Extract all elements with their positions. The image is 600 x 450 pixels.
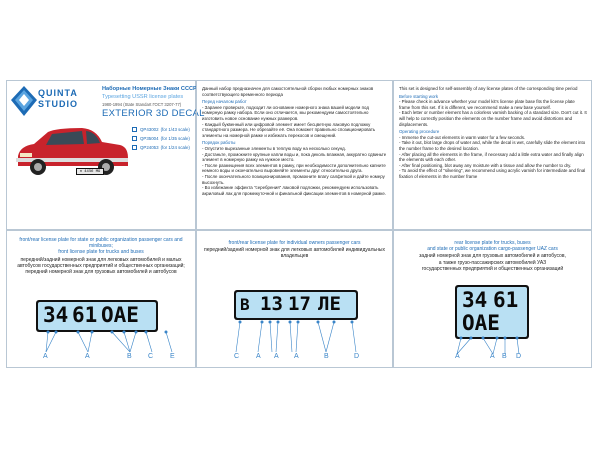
plate-region-letter: В [240,295,250,314]
variant-list [132,125,190,152]
title-ru: Наборные Номерные Знаки СССР [102,86,197,92]
plate-digits-group: 61 [72,303,98,327]
order-body-en: - Immerse the cut-out elements in warm water for a few seconds. - Take it out, blot large drops of water and, while the decal is wet, carefully slide the element into the number frame to the desired location. - After placing all the elements in the frame, if necessary add a little extra water and finally align the elements with each other. - After final positioning, blot away any moisture with a tissue and allow the number to dry. - To avoid the effect of "silvering", we recommend using acrylic varnish for intermediate and final fixation of elements in the number frame [399,134,586,179]
callout-label: B [324,353,329,360]
plate-digits-group: 61 [493,288,519,312]
plate-digits-group: 13 [260,293,283,315]
callout-label: A [43,353,48,360]
callout-label: A [455,353,460,360]
order-body-ru: - Опустите вырезанные элементы в теплую воду на несколько секунд. - Достаньте, промокните крупные капли воды и, пока деколь влажная, аккуратно сдвиньте элемент в номерную рамку на нужное место. - После размещения всех элементов в рамку, при необходимости дополнительно капните немного воды и окончательно выровняйте элементы друг относительно друга. - После окончательного позиционирования, промокните влагу салфеткой и дайте номеру высохнуть. - Во избежание эффекта "серебрения" лаковой подложки, рекомендуем использовать акриловый лак для промежуточной и финальной фиксации элементов в номерной рамке. [202,145,387,196]
variant-item[interactable] [132,143,190,152]
panel-3-captions [397,240,588,272]
plate-letters-group: ОАЕ [101,303,139,327]
panel-title-ru: передний/задний номерной знак для легковых автомобилей и малых автобусов государственных предприятий и общественных организаций; передний номерной знак для грузовых автомобилей и автобусов [17,256,185,276]
subtitle: 1980-1994 (State Standart ГОСТ 3207-77) [102,102,182,107]
brand-name: QUINTA [38,88,78,98]
panel-title-en: front/rear license plate for state or public organization passenger cars and minibuses; front license plate for trucks and buses [19,237,183,256]
callout-label: A [85,353,90,360]
variant-code: QP35004 [140,136,159,141]
variant-scale: (for 1/35 scale) [160,136,190,141]
panel-2-leader-lines [196,318,393,358]
callout-label: A [256,353,261,360]
title-en: Typesetting USSR license plates [102,94,184,100]
instructions-ru [202,86,390,196]
before-body-en: - Please check in advance whether your model kit's license plate base fits the license plate frame from this set. If it is different, we recommend make a new base yourself. - Each letter or number element has a colorless varnish backing of a standard size. Don't cut it. It will help to correctly position the elements on the number frame and avoid distortions and displacements. [399,99,587,127]
panel-title-ru: задний номерной знак для грузовых автомобилей и автобусов, а также грузо-пассажирских автомобилей УАЗ государственных предприятий и общественных организаций [419,253,566,272]
plate-digits-group: 34 [462,288,488,312]
panel-title-en: rear license plate for trucks, buses and state or public organization cargo-passenger UAZ cars [427,240,558,253]
car-illustration [12,120,132,182]
checkbox-icon[interactable] [132,127,137,132]
variant-code: QP43002 [140,127,159,132]
panel-1-leader-lines [6,330,196,360]
panel-title-en: front/rear license plate for individual owners passenger cars [228,240,361,246]
callout-label: D [354,353,360,360]
variant-code: QP24053 [140,145,159,150]
plate-letters-group: ОАЕ [462,311,500,335]
checkbox-icon[interactable] [132,136,137,141]
callout-label: E [170,353,175,360]
variant-item[interactable] [132,134,190,143]
panel-2-captions [200,240,389,260]
order-heading-en: Operating procedure [399,129,440,135]
plate-digits-group: 34 [43,303,69,327]
panel-1-captions [10,237,192,275]
callout-label: B [502,353,507,360]
callout-label: D [516,353,522,360]
product-title: EXTERIOR 3D DECAL [102,108,205,119]
plate-letters-group: ЛЕ [318,293,341,315]
callout-label: A [490,353,495,360]
intro-ru: Данный набор предназначен для самостоятельной сборки любых номерных знаков соответствующего временного периода [202,86,374,97]
quinta-logo-icon [11,86,37,116]
before-heading-ru: Перед началом работ [202,99,247,105]
before-heading-en: Before starting work [399,93,439,99]
license-plate-3 [455,285,529,339]
car-plate-text: н 4456 МО [79,168,101,173]
variant-item[interactable] [132,125,190,134]
checkbox-icon[interactable] [132,145,137,150]
before-body-ru: - Заранее проверьте, подходит ли основание номерного знака вашей модели под номерную рамку набора. Если оно отличается, мы рекомендуем самостоятельно изготовить новое основание нужных размеров. - Каждый буквенный или цифровой элемент имеет бесцветную лаковую подложку стандартного размера. Не обрезайте её. Она поможет правильно спозиционировать элементы на номерной рамке и избежать перекосов и смещений. [202,104,376,138]
callout-label: C [234,353,240,360]
order-heading-ru: Порядок работы [202,140,236,146]
brand-logo [11,82,93,122]
intro-en: This set is designed for self-assembly of any license plates of the corresponding time period [399,86,578,91]
callout-label: C [148,353,154,360]
variant-scale: (for 1/24 scale) [160,145,190,150]
plate-digits-group: 17 [288,293,311,315]
license-plate-1 [36,300,158,332]
panel-title-ru: передний/задний номерной знак для легковых автомобилей индивидуальных владельцев [204,247,385,260]
instructions-en [399,86,587,180]
callout-label: A [274,353,279,360]
callout-label: B [127,353,132,360]
callout-label: A [294,353,299,360]
license-plate-2 [234,290,358,320]
variant-scale: (for 1/43 scale) [160,127,190,132]
car-icon [12,120,132,182]
brand-subname: STUDIO [38,99,79,109]
